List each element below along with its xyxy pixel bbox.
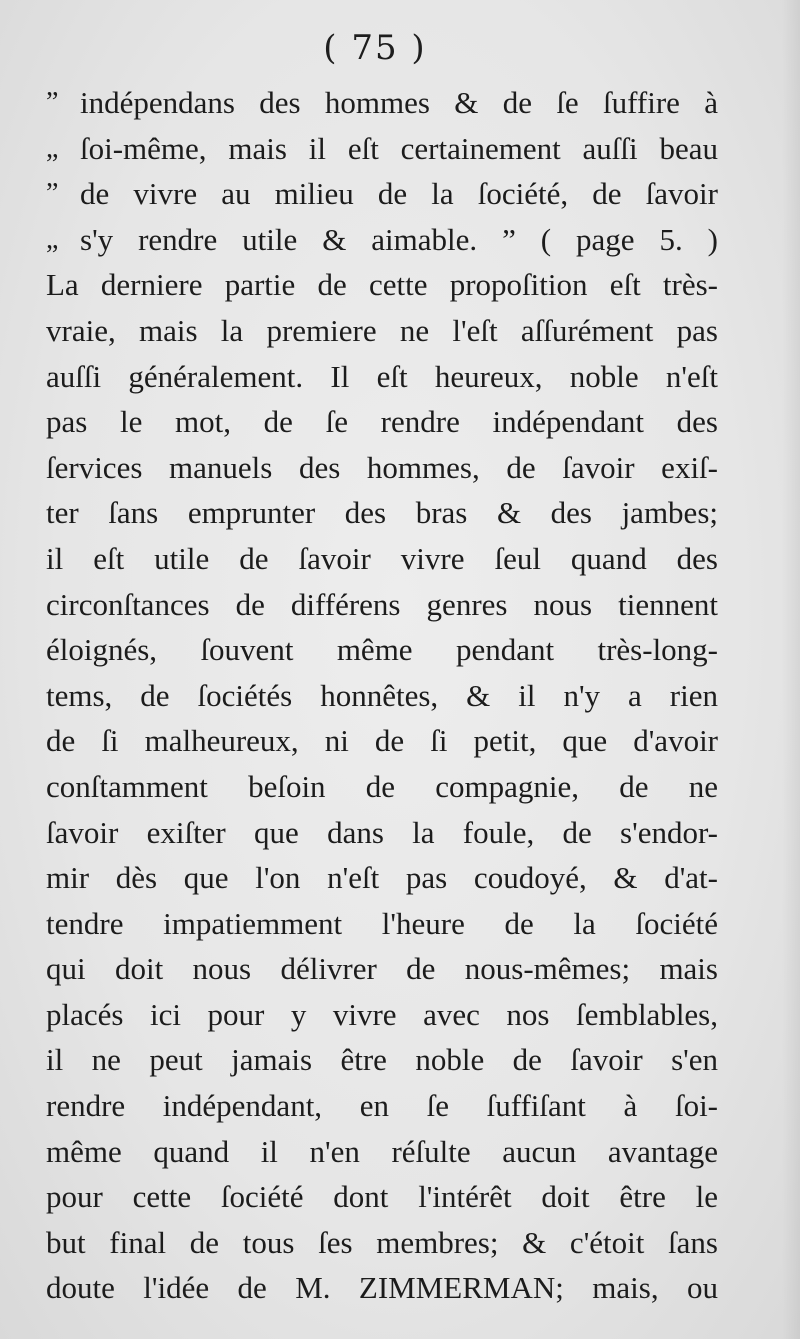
- text-line-26: but final de tous ſes membres; & c'étoit ſans: [46, 1224, 718, 1260]
- text-line-14: tems, de ſociétés honnêtes, & il n'y a rien: [46, 677, 718, 713]
- text-line-17: ſavoir exiſter que dans la foule, de s'endor-: [46, 814, 718, 850]
- text-line-6: vraie, mais la premiere ne l'eſt aſſurément pas: [46, 312, 718, 348]
- text-line-5: La derniere partie de cette propoſition eſt très-: [46, 267, 718, 303]
- text-line-20: qui doit nous délivrer de nous-mêmes; mais: [46, 951, 718, 987]
- text-line-24: même quand il n'en réſulte aucun avantage: [46, 1133, 718, 1169]
- text-line-25: pour cette ſociété dont l'intérêt doit être le: [46, 1179, 718, 1215]
- text-line-10: ter ſans emprunter des bras & des jambes;: [46, 495, 718, 531]
- text-line-27: doute l'idée de M. ZIMMERMAN; mais, ou: [46, 1270, 718, 1306]
- text-line-8: pas le mot, de ſe rendre indépendant des: [46, 404, 718, 440]
- text-line-13: éloignés, ſouvent même pendant très-long-: [46, 632, 718, 668]
- page-edge-shadow: [782, 0, 800, 1339]
- text-line-15: de ſi malheureux, ni de ſi petit, que d'avoir: [46, 723, 718, 759]
- text-line-4: „ s'y rendre utile & aimable. ” ( page 5. ): [46, 217, 718, 263]
- text-line-22: il ne peut jamais être noble de ſavoir s'en: [46, 1042, 718, 1078]
- text-line-9: ſervices manuels des hommes, de ſavoir exiſ-: [46, 449, 718, 485]
- body-text: [46, 80, 718, 1311]
- text-line-16: conſtamment beſoin de compagnie, de ne: [46, 768, 718, 804]
- text-line-23: rendre indépendant, en ſe ſuffiſant à ſoi-: [46, 1088, 718, 1124]
- text-line-2: „ ſoi-même, mais il eſt certainement auſſi beau: [46, 126, 718, 172]
- text-line-3: ” de vivre au milieu de la ſociété, de ſavoir: [46, 171, 718, 217]
- text-line-1: ” indépendans des hommes & de ſe ſuffire à: [46, 80, 718, 126]
- text-line-7: auſſi généralement. Il eſt heureux, noble n'eſt: [46, 358, 718, 394]
- page-number: ( 75 ): [323, 28, 427, 68]
- text-line-12: circonſtances de différens genres nous tiennent: [46, 586, 718, 622]
- text-line-18: mir dès que l'on n'eſt pas coudoyé, & d'at-: [46, 860, 718, 896]
- text-line-11: il eſt utile de ſavoir vivre ſeul quand des: [46, 540, 718, 576]
- text-line-21: placés ici pour y vivre avec nos ſemblables,: [46, 996, 718, 1032]
- text-line-19: tendre impatiemment l'heure de la ſociété: [46, 905, 718, 941]
